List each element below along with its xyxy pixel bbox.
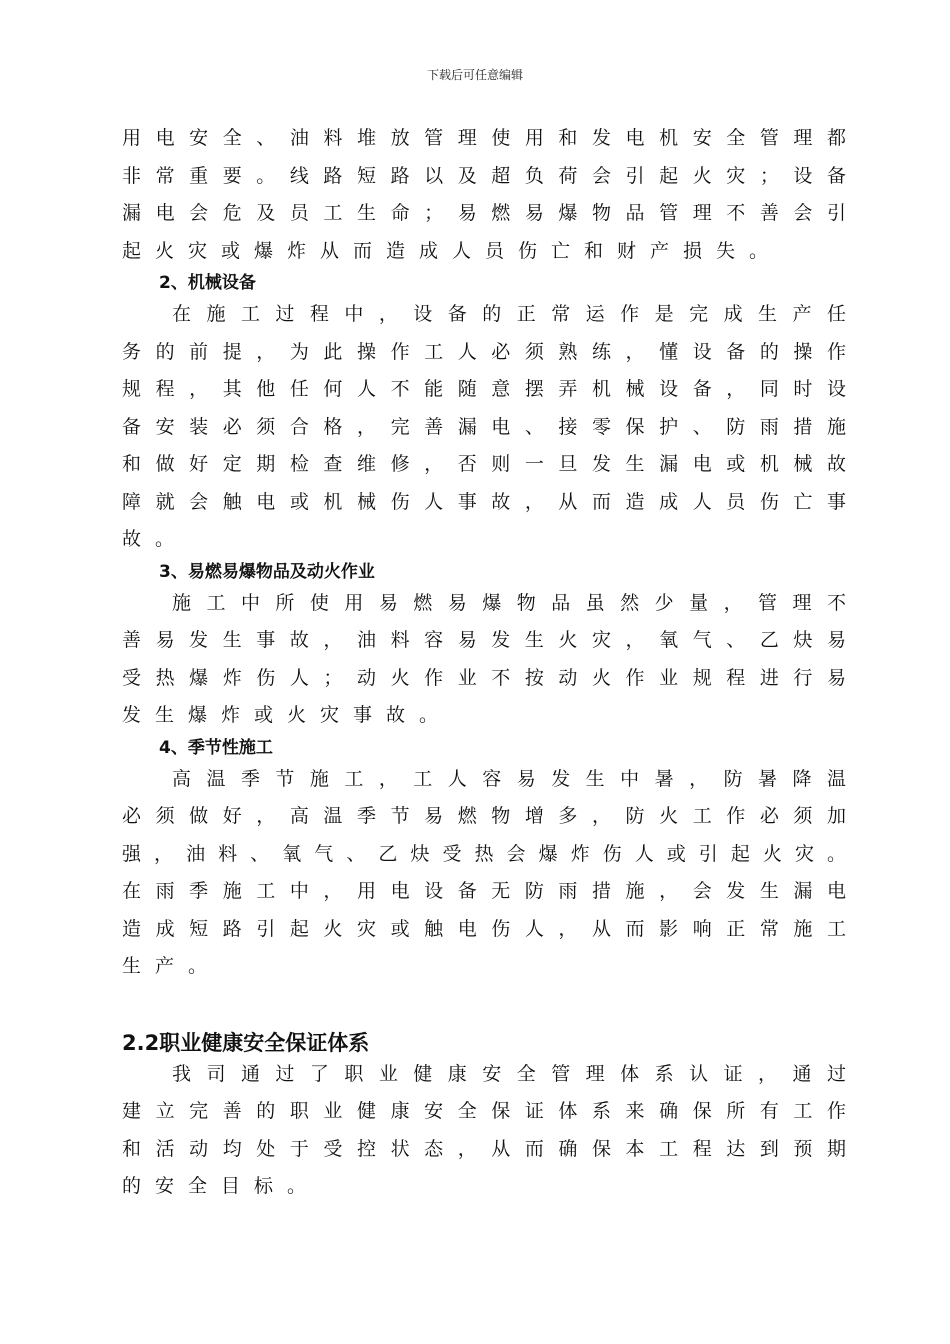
subheading-seasonal: 4、季节性施工	[159, 737, 273, 758]
paragraph-seasonal	[122, 761, 846, 986]
paragraph-health-safety	[122, 1056, 846, 1206]
text-line: 非常重要。线路短路以及超负荷会引起火灾；设备	[122, 164, 846, 187]
text-line: 发生爆炸或火灾事故。	[122, 704, 453, 726]
text-line: 备安装必须合格，完善漏电、接零保护、防雨措施	[122, 415, 846, 438]
text-line: 在施工过程中，设备的正常运作是完成生产任	[172, 303, 846, 325]
text-line: 障就会触电或机械伤人事故，从而造成人员伤亡事	[122, 490, 846, 513]
text-line: 规程，其他任何人不能随意摆弄机械设备，同时设	[122, 378, 846, 400]
text-line: 建立完善的职业健康安全保证体系来确保所有工作	[122, 1100, 846, 1122]
text-line: 我司通过了职业健康安全管理体系认证，通过	[172, 1062, 846, 1085]
paragraph-electrical-safety	[122, 120, 846, 270]
text-line: 高温季节施工，工人容易发生中暑，防暑降温	[172, 767, 846, 790]
text-line: 漏电会危及员工生命；易燃易爆物品管理不善会引	[122, 202, 846, 224]
text-line: 造成短路引起火灾或触电伤人，从而影响正常施工	[122, 917, 846, 940]
page-header: 下载后可任意编辑	[426, 68, 523, 82]
text-line: 务的前提，为此操作工人必须熟练，懂设备的操作	[122, 340, 846, 363]
text-line: 起火灾或爆炸从而造成人员伤亡和财产损失。	[122, 239, 783, 262]
text-line: 施工中所使用易燃易爆物品虽然少量，管理不	[172, 591, 846, 614]
text-line: 在雨季施工中，用电设备无防雨措施，会发生漏电	[122, 880, 846, 902]
document-body	[122, 120, 846, 1206]
subheading-flammables: 3、易燃易爆物品及动火作业	[159, 561, 375, 582]
text-line: 和活动均处于受控状态，从而确保本工程达到预期	[122, 1137, 846, 1160]
paragraph-flammables	[122, 585, 846, 735]
paragraph-machinery	[122, 296, 846, 559]
text-line: 和做好定期检查维修，否则一旦发生漏电或机械故	[122, 453, 846, 475]
text-line: 的安全目标。	[122, 1175, 321, 1197]
text-line: 必须做好，高温季节易燃物增多，防火工作必须加	[122, 805, 846, 827]
text-line: 生产。	[122, 955, 222, 977]
text-line: 故。	[122, 528, 189, 550]
section-heading: 2.2职业健康安全保证体系	[122, 1030, 370, 1055]
subheading-machinery: 2、机械设备	[159, 273, 256, 293]
text-line: 善易发生事故，油料容易发生火灾，氧气、乙炔易	[122, 629, 846, 651]
text-line: 受热爆炸伤人；动火作业不按动火作业规程进行易	[122, 666, 846, 689]
text-line: 用电安全、油料堆放管理使用和发电机安全管理都	[122, 127, 846, 149]
text-line: 强，油料、氧气、乙炔受热会爆炸伤人或引起火灾。	[122, 842, 846, 865]
